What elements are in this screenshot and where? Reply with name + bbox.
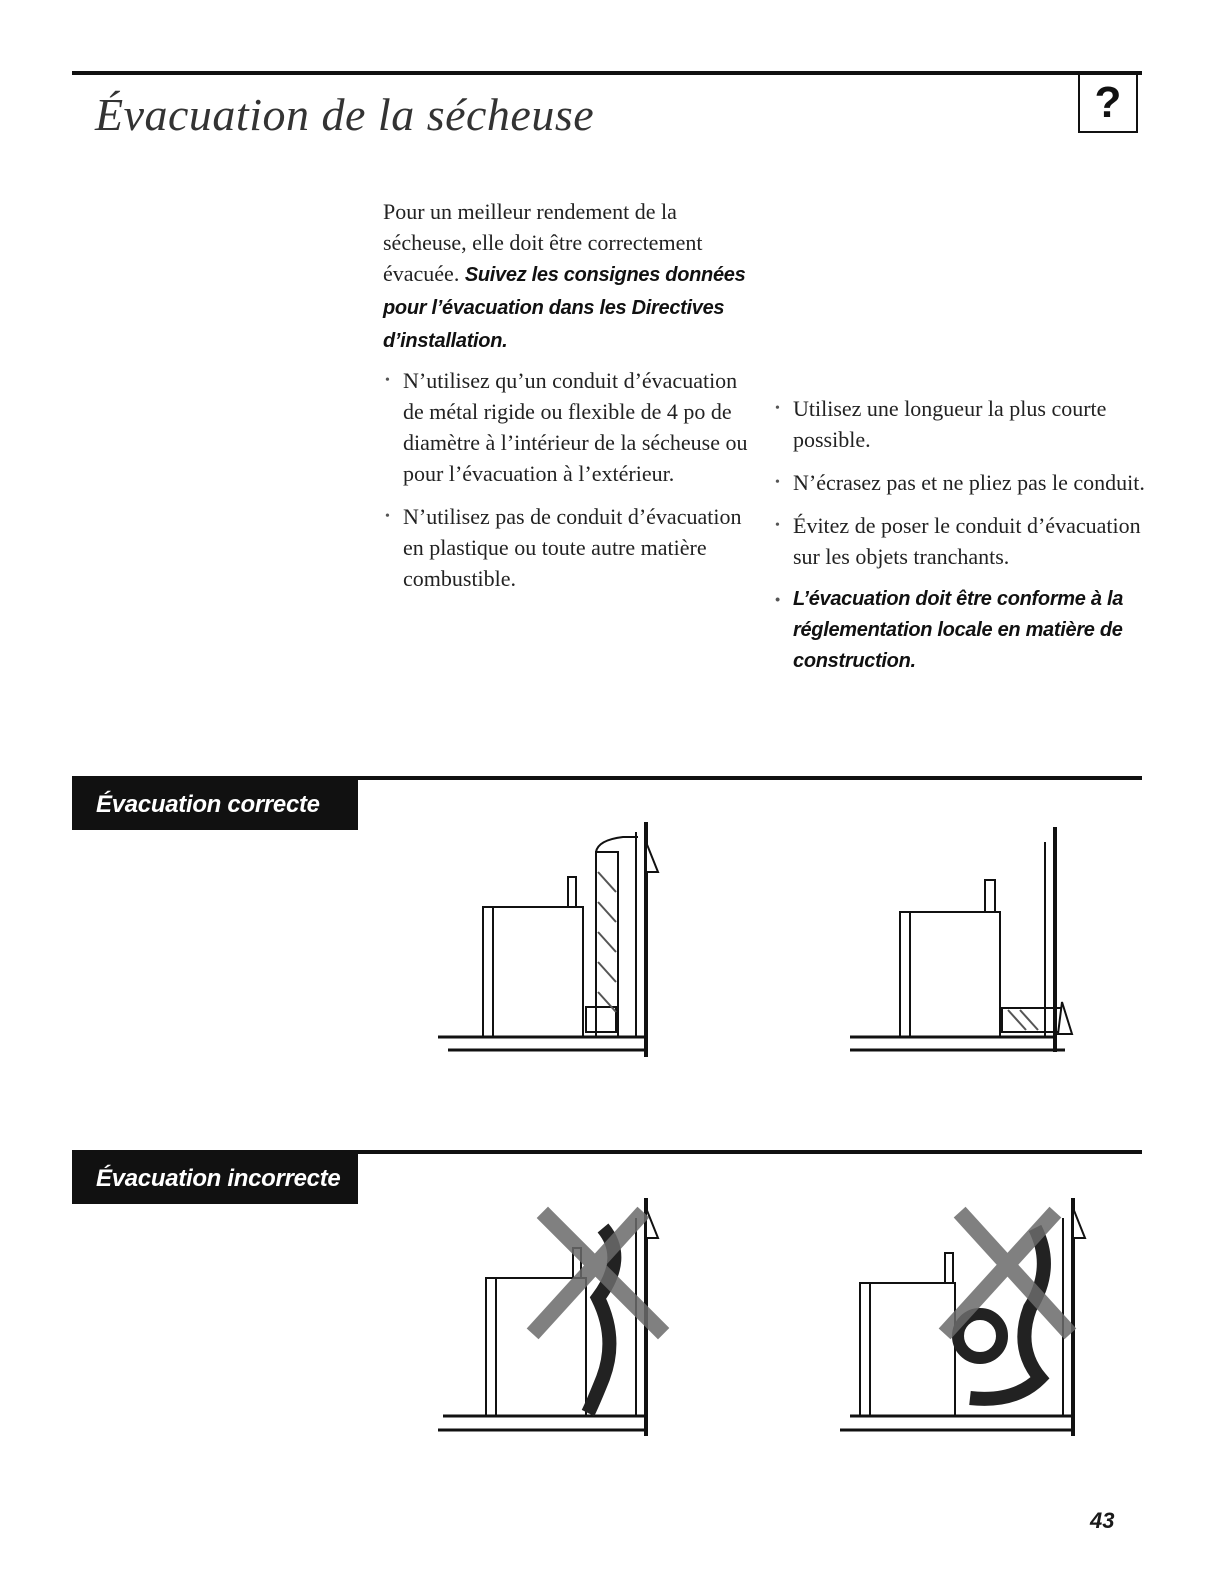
bullet-item: • N’utilisez pas de conduit d’évacuation en plastique ou toute autre matière combustible. bbox=[383, 501, 758, 594]
section-label-incorrect: Évacuation incorrecte bbox=[72, 1154, 358, 1204]
question-mark-icon bbox=[1078, 75, 1138, 133]
bullet-item: • Évitez de poser le conduit d’évacuation sur les objets tranchants. bbox=[773, 510, 1148, 572]
page-title: Évacuation de la sécheuse bbox=[95, 89, 595, 140]
incorrect-kinked-vent-illustration bbox=[835, 1188, 1095, 1448]
intro-text: Pour un meilleur rendement de la sécheuse, elle doit être correctement évacuée. bbox=[383, 199, 703, 286]
section-label-correct: Évacuation correcte bbox=[72, 780, 358, 830]
top-rule bbox=[72, 71, 1142, 75]
right-bullet-list bbox=[773, 393, 1148, 677]
help-symbol: ? bbox=[1094, 78, 1122, 127]
bullet-item-emphasis: • L’évacuation doit être conforme à la réglementation locale en matière de construction. bbox=[773, 584, 1148, 677]
page-number: 43 bbox=[1090, 1508, 1115, 1533]
bullet-item: • N’écrasez pas et ne pliez pas le conduit. bbox=[773, 467, 1148, 498]
correct-vent-up-illustration bbox=[428, 812, 688, 1072]
left-column bbox=[383, 196, 758, 606]
right-column bbox=[773, 393, 1148, 689]
left-bullet-list bbox=[383, 365, 758, 594]
correct-vent-back-illustration bbox=[840, 812, 1100, 1072]
intro-emphasis: Suivez les consignes données pour l’évacuation dans les Directives d’installation. bbox=[383, 264, 746, 352]
bullet-item: • Utilisez une longueur la plus courte possible. bbox=[773, 393, 1148, 455]
bullet-item: • N’utilisez qu’un conduit d’évacuation de métal rigide ou flexible de 4 po de diamètre à l’intérieur de la sécheuse ou pour l’évacuation à l’extérieur. bbox=[383, 365, 758, 489]
intro-paragraph bbox=[383, 196, 758, 357]
incorrect-crushed-vent-illustration bbox=[428, 1188, 688, 1448]
